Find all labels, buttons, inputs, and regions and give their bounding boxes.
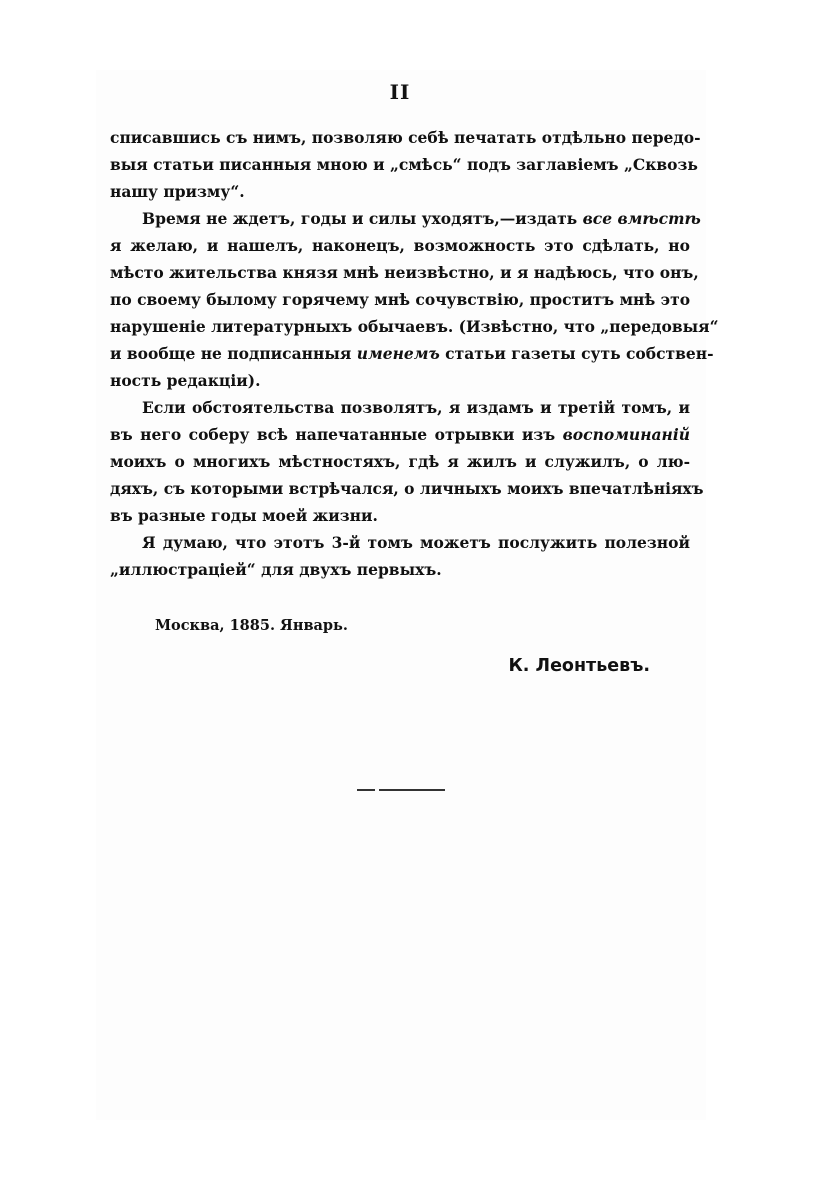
- text-line: [110, 421, 690, 448]
- text-line: списавшись съ нимъ, позволяю себѣ печатать отдѣльно передо-: [110, 128, 701, 147]
- text-line: по своему былому горячему мнѣ сочувствію, проститъ мнѣ это: [110, 290, 691, 309]
- text-line: ность редакціи).: [110, 371, 261, 390]
- body-text: [110, 124, 719, 583]
- text-line: выя статьи писанныя мною и „смѣсь“ подъ заглавіемъ „Сквозь: [110, 155, 698, 174]
- emphasis-text: все вмѣстѣ: [582, 209, 701, 228]
- text-line: я желаю, и нашелъ, наконецъ, возможность это сдѣлать, но: [110, 236, 690, 255]
- place-date: Москва, 1885. Январь.: [155, 617, 348, 634]
- text-line: мѣсто жительства князя мнѣ неизвѣстно, и я надѣюсь, что онъ,: [110, 263, 699, 282]
- page-number: II: [389, 80, 411, 104]
- text-line: „иллюстраціей“ для двухъ первыхъ.: [110, 560, 442, 579]
- text-span: и вообще не подписанныя: [110, 344, 357, 363]
- text-line: Если обстоятельства позволятъ, я издамъ и третій томъ, и: [142, 398, 690, 417]
- end-rule: [357, 789, 445, 791]
- text-line: нарушеніе литературныхъ обычаевъ. (Извѣстно, что „передовыя“: [110, 317, 719, 336]
- emphasis-text: именемъ: [356, 344, 440, 363]
- text-span: статьи газеты суть собствен-: [439, 344, 714, 363]
- text-line: Я думаю, что этотъ 3-й томъ можетъ послужить полезной: [142, 533, 690, 552]
- text-span: Время не ждетъ, годы и силы уходятъ,—издать: [142, 209, 583, 228]
- text-line: [110, 340, 714, 367]
- text-line: [110, 205, 701, 232]
- emphasis-text: воспоминаній: [562, 425, 690, 444]
- text-line: нашу призму“.: [110, 182, 245, 201]
- text-span: въ него соберу всѣ напечатанные отрывки изъ: [110, 425, 563, 444]
- text-line: въ разные годы моей жизни.: [110, 506, 378, 525]
- author-signature: К. Леонтьевъ.: [508, 656, 650, 676]
- text-line: моихъ о многихъ мѣстностяхъ, гдѣ я жилъ и служилъ, о лю-: [110, 452, 690, 471]
- text-line: дяхъ, съ которыми встрѣчался, о личныхъ моихъ впечатлѣніяхъ: [110, 479, 704, 498]
